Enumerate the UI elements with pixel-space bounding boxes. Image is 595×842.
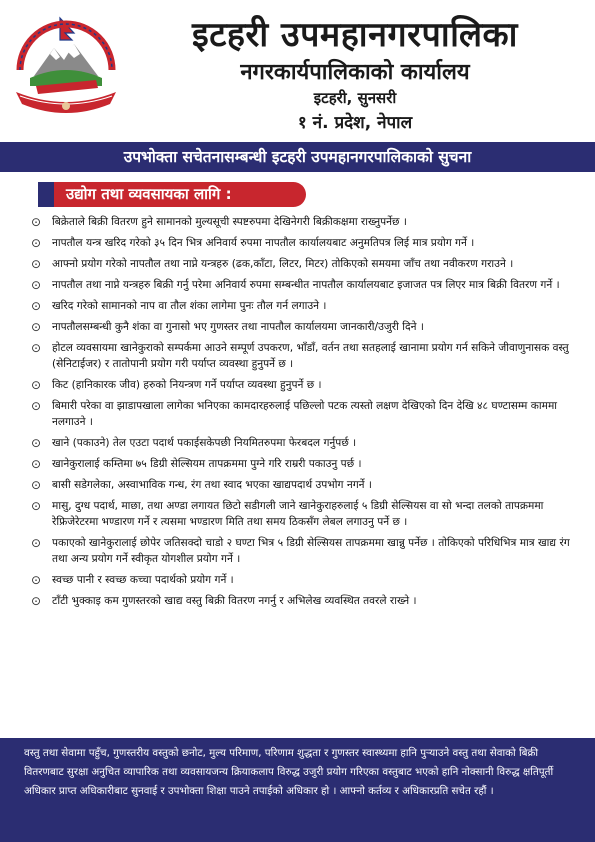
circle-dot-icon: ⊙ [31,257,42,271]
circle-dot-icon: ⊙ [31,478,42,492]
province-label: १ नं. प्रदेश, नेपाल [297,113,413,133]
circle-dot-icon: ⊙ [31,573,42,587]
municipality-title: इटहरी उपमहानगरपालिका [192,15,518,55]
header [0,0,595,140]
list-item: ⊙ खरिद गरेको सामानको नाप वा तौल शंका लागेमा पुनः तौल गर्न लगाउने । [31,299,327,313]
list-item: ⊙ किट (हानिकारक जीव) हरुको नियन्त्रण गर्ने पर्याप्त व्यवस्था हुनुपर्ने छ । [31,378,322,392]
notice-list [30,214,570,614]
list-item: ⊙ टाँटी भुक्काइ कम गुणस्तरको खाद्य वस्तु बिक्री वितरण नगर्नु र अभिलेख व्यवस्थित तवरले राख्ने । [31,594,417,608]
list-item: ⊙ बिक्रेताले बिक्री वितरण हुने सामानको मुल्यसूची स्पष्टरुपमा देखिनेगरी बिक्रीकक्षमा राख्नुपर्नेछ । [31,215,407,229]
list-item: ⊙ खानेकुरालाई कम्तिमा ७५ डिग्री सेल्सियम तापक्रममा पुग्ने गरि राम्ररी पकाउनु पर्छ । [31,457,362,471]
circle-dot-icon: ⊙ [31,399,42,413]
list-item: ⊙ नापतौलसम्बन्धी कुनै शंका वा गुनासो भए गुणस्तर तथा नापतौल कार्यालयमा जानकारी/उजुरी दिने । [31,320,424,334]
circle-dot-icon: ⊙ [31,236,42,250]
circle-dot-icon: ⊙ [31,499,42,513]
circle-dot-icon: ⊙ [31,320,42,334]
list-item: ⊙ खाने (पकाउने) तेल एउटा पदार्थ पकाईसकेपछी नियमितरुपमा फेरबदल गर्नुपर्छ । [31,436,357,450]
circle-dot-icon: ⊙ [31,378,42,392]
list-item: ⊙ पकाएको खानेकुरालाई छोपेर जतिसक्दो चाडो २ घण्टा भित्र ५ डिग्री सेल्सियस तापक्रममा खान्नु पर्नेछ । तोकिएको परिधिभित्र मात्र खाद्य रंग तथा अन्य प्रयोग गर्ने स्वीकृत योगशील प्रयोग गर्ने । [31,536,570,565]
circle-dot-icon: ⊙ [31,341,42,355]
circle-dot-icon: ⊙ [31,278,42,292]
section-title: उद्योग तथा व्यवसायका लागि : [38,182,306,207]
circle-dot-icon: ⊙ [31,457,42,471]
list-item: ⊙ नापतौल यन्त्र खरिद गरेको ३५ दिन भित्र अनिवार्य रुपमा नापतौल कार्यालयबाट अनुमतिपत्र लिई मात्र प्रयोग गर्ने । [31,236,475,250]
office-address: इटहरी, सुनसरी [313,89,397,107]
circle-dot-icon: ⊙ [31,436,42,450]
list-item: ⊙ बासी सडेगलेका, अस्वाभाविक गन्ध, रंग तथा स्वाद भएका खाद्यपदार्थ उपभोग नगर्ने । [31,478,372,492]
list-item: ⊙ होटल व्यवसायमा खानेकुराको सम्पर्कमा आउने सम्पूर्ण उपकरण, भाँडाँ, वर्तन तथा सतहलाई खानामा प्रयोग गर्न सकिने जीवाणुनासक वस्तु (सेनिटाईजर) र तातोपानी प्रयोग गरी पर्याप्त व्यवस्था हुनुपर्ने छ । [31,341,569,370]
circle-dot-icon: ⊙ [31,215,42,229]
list-item: ⊙ आफ्नो प्रयोग गरेको नापतौल तथा नाप्ने यन्त्रहरु (ढक,काँटा, लिटर, मिटर) तोकिएको समयमा जाँच तथा नवीकरण गराउने । [31,257,514,271]
office-title: नगरकार्यपालिकाको कार्यालय [240,60,470,85]
list-item: ⊙ बिमारी परेका वा झाडापखाला लागेका भनिएका कामदारहरुलाई पछिल्लो पटक त्यस्तो लक्षण देखिएको दिन देखि ४८ घण्टासम्म काममा नलगाउने । [31,399,558,428]
list-item: ⊙ स्वच्छ पानी र स्वच्छ कच्चा पदार्थको प्रयोग गर्ने । [31,573,234,587]
list-item: ⊙ मासु, दुग्ध पदार्थ, माछा, तथा अण्डा लगायत छिटो सडीगली जाने खानेकुराहरुलाई ५ डिग्री सेल्सियस वा सो भन्दा तलको तापक्रममा रेफ्रिजेरेटरमा भण्डारण गर्ने र त्यसमा भण्डारण मिति तथा समय ठिकसँग लेबल लगाउनु पर्ने छ । [31,499,544,528]
circle-dot-icon: ⊙ [31,594,42,608]
notice-title: उपभोक्ता सचेतनासम्बन्धी इटहरी उपमहानगरपालिकाको सुचना [0,142,595,172]
circle-dot-icon: ⊙ [31,536,42,550]
list-item: ⊙ नापतौल तथा नाप्ने यन्त्रहरु बिक्री गर्नु परेमा अनिवार्य रुपमा सम्बन्धीत नापतौल कार्यालयबाट इजाजत पत्र लिएर मात्र बिक्री वितरण गर्ने । [31,278,560,292]
footer-rights-text: वस्तु तथा सेवामा पहुँच, गुणस्तरीय वस्तुको छनोट, मुल्य परिमाण, परिणाम शुद्धता र गुणस्तर स्वास्थ्यमा हानि पुऱ्याउने वस्तु तथा सेवाको बिक्री वितरणबाट सुरक्षा अनुचित व्यापारिक तथा व्यवसायजन्य क्रियाकलाप विरुद्ध उजुरी प्रयोग गरिएका वस्तुबाट भएको हानि नोक्सानी विरुद्ध क्षतिपूर्ती अधिकार प्राप्त अधिकारीबाट सुनवाई र उपभोक्ता शिक्षा पाउने तपाईको अधिकार हो । आफ्नो कर्तव्य र अधिकारप्रति सचेत रहौं । [0,738,595,842]
circle-dot-icon: ⊙ [31,299,42,313]
nepal-emblem-icon [10,14,122,120]
